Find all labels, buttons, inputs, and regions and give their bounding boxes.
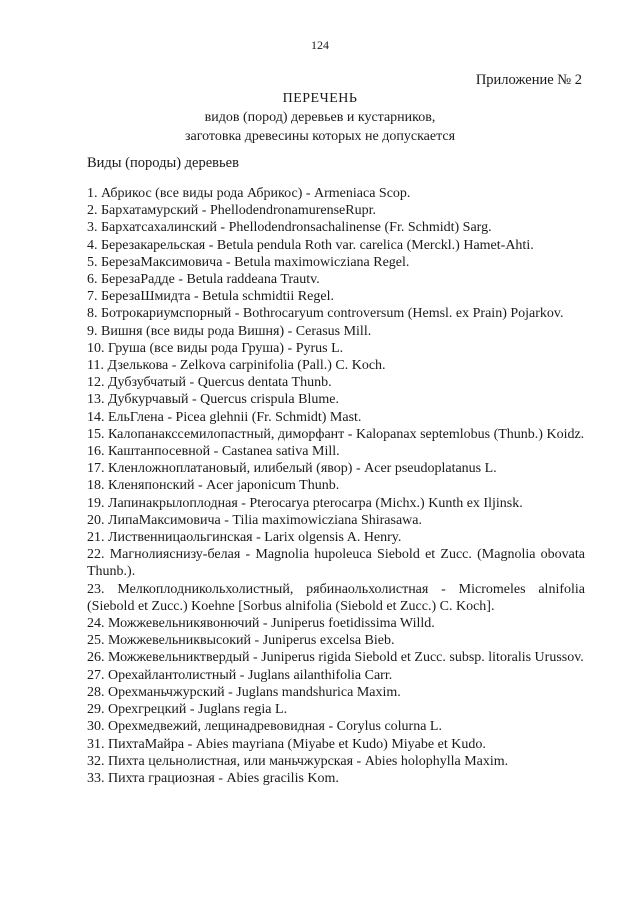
species-item: 24. Можжевельникявонючий - Juniperus foetidissima Willd. — [87, 616, 435, 632]
species-item: 13. Дубкурчавый - Quercus crispula Blume. — [87, 392, 339, 408]
species-item: 26. Можжевельниктвердый - Juniperus rigida Siebold et Zucc. subsp. litoralis Urussov. — [87, 650, 584, 666]
species-item: 23. Мелкоплодникольхолистный, рябинаольхолистная - Micromeles alnifolia (Siebold et Zucc.) Koehne [Sorbus alnifolia (Siebold et Zucc.) C. Koch]. — [87, 581, 585, 614]
species-item: 6. БерезаРадде - Betula raddeana Trautv. — [87, 272, 320, 288]
species-item: 7. БерезаШмидта - Betula schmidtii Regel. — [87, 289, 334, 305]
species-item: 2. Бархатамурский - PhellodendronamurenseRupr. — [87, 203, 376, 219]
species-item: 3. Бархатсахалинский - Phellodendronsachalinense (Fr. Schmidt) Sarg. — [87, 220, 492, 236]
page-number: 124 — [311, 38, 329, 52]
species-item: 10. Груша (все виды рода Груша) - Pyrus L. — [87, 340, 344, 356]
species-item: 27. Орехайлантолистный - Juglans ailanthifolia Carr. — [87, 667, 393, 683]
species-item: 29. Орехгрецкий - Juglans regia L. — [87, 702, 288, 718]
species-item: 33. Пихта грациозная - Abies gracilis Kom. — [87, 770, 339, 786]
species-item: 9. Вишня (все виды рода Вишня) - Cerasus Mill. — [87, 323, 372, 339]
document-subtitle-line-2: заготовка древесины которых не допускается — [184, 129, 456, 144]
species-item: 25. Можжевельниквысокий - Juniperus excelsa Bieb. — [87, 633, 395, 649]
species-item: 1. Абрикос (все виды рода Абрикос) - Armeniaca Scop. — [87, 186, 411, 201]
document-subtitle-line-1: видов (пород) деревьев и кустарников, — [204, 110, 436, 125]
species-item: 22. Магнолияснизу-белая - Magnolia hupoleuca Siebold et Zucc. (Magnolia obovata Thunb.). — [87, 547, 585, 580]
species-item: 31. ПихтаМайра - Abies mayriana (Miyabe et Kudo) Miyabe et Kudo. — [87, 736, 486, 752]
species-item: 20. ЛипаМаксимовича - Tilia maximowicziana Shirasawa. — [87, 512, 423, 528]
species-item: 17. Кленложноплатановый, илибелый (явор) - Acer pseudoplatanus L. — [87, 461, 497, 477]
species-item: 18. Кленяпонский - Acer japonicum Thunb. — [87, 478, 340, 494]
species-item: 21. Лиственницаольгинская - Larix olgensis A. Henry. — [87, 530, 402, 546]
section-heading: Виды (породы) деревьев — [87, 155, 239, 171]
species-item: 32. Пихта цельнолистная, или маньчжурская - Abies holophylla Maxim. — [87, 753, 509, 769]
species-item: 16. Каштанпосевной - Castanea sativa Mill. — [87, 444, 340, 460]
title-block — [0, 89, 640, 146]
species-item: 5. БерезаМаксимовича - Betula maximowicziana Regel. — [87, 254, 410, 270]
species-item: 12. Дубзубчатый - Quercus dentata Thunb. — [87, 375, 332, 391]
species-item: 28. Орехманьчжурский - Juglans mandshurica Maxim. — [87, 684, 401, 700]
species-item: 8. Ботрокариумспорный - Bothrocaryum controversum (Hemsl. ex Prain) Pojarkov. — [87, 306, 564, 322]
appendix-label: Приложение № 2 — [475, 72, 582, 88]
species-item: 4. Березакарельская - Betula pendula Roth var. carelica (Merckl.) Hamet-Ahti. — [87, 237, 534, 253]
species-item: 11. Дзелькова - Zelkova carpinifolia (Pall.) C. Koch. — [87, 358, 386, 374]
document-title: ПЕРЕЧЕНЬ — [282, 91, 358, 106]
species-item: 30. Орехмедвежий, лещинадревовидная - Corylus colurna L. — [87, 719, 442, 735]
species-item: 14. ЕльГлена - Picea glehnii (Fr. Schmidt) Mast. — [87, 409, 362, 425]
species-item: 19. Лапинакрылоплодная - Pterocarya pterocarpa (Michx.) Kunth ex Iljinsk. — [87, 495, 523, 511]
species-list — [87, 185, 585, 787]
species-item: 15. Калопанакссемилопастный, диморфант - Kalopanax septemlobus (Thunb.) Koidz. — [87, 426, 585, 442]
